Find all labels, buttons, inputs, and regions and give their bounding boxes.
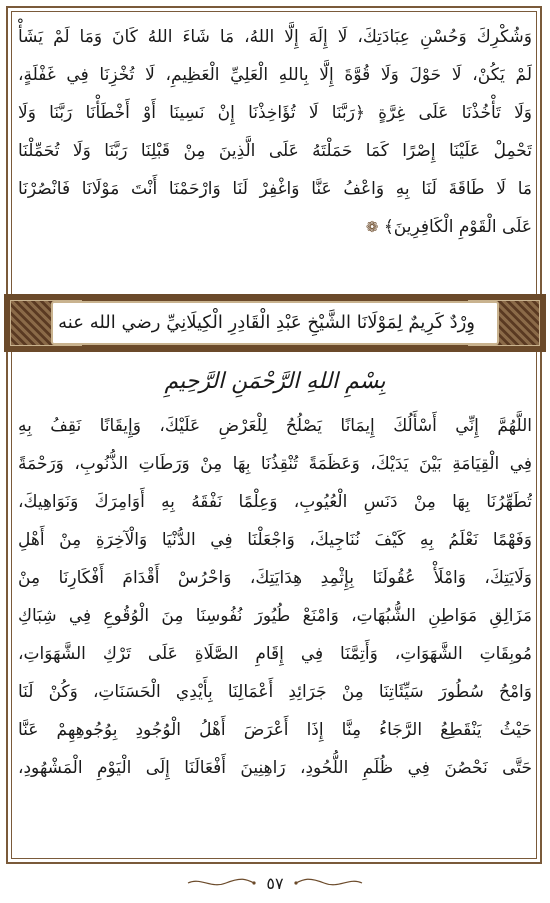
text-line: وَفَهْمًا نَعْلَمُ بِهِ كَيْفَ نُنَاجِيكَ، وَاجْعَلْنَا فِي الدُّنْيَا وَالْآخِرَةِ مِنْ أَهْلِ — [18, 530, 532, 550]
text-line: تُطَهِّرُنَا بِهَا مِنْ دَنَسِ الْعُيُوبِ، وَعِلْمًا نَفْقَهُ بِهِ أَوَامِرَكَ وَنَوَاهِيكَ، — [18, 492, 532, 512]
top-text-block — [18, 18, 532, 246]
text-line: حَيْثُ يَنْقَطِعُ الرَّجَاءُ مِنَّا إِذَا أَعْرَضَ أَهْلُ الْوُجُودِ بِوُجُوهِهِمْ عَنَّا — [18, 720, 532, 740]
text-line: مَا لَا طَاقَةَ لَنَا بِهِ وَاعْفُ عَنَّا وَاغْفِرْ لَنَا وَارْحَمْنَا أَنْتَ مَوْلَانَا فَانْصُرْنَا — [18, 179, 532, 199]
text-line: لَمْ يَكُنْ، لَا حَوْلَ وَلَا قُوَّةَ إِلَّا بِاللهِ الْعَلِيِّ الْعَظِيمِ، لَا تُخْزِنَا فِي غَفْلَةٍ، — [18, 65, 532, 85]
flourish-right-icon — [294, 877, 364, 889]
text-line: وَلَا تَأْخُذْنَا عَلَى غِرَّةٍ ﴿رَبَّنَا لَا تُؤَاخِذْنَا إِنْ نَسِينَا أَوْ أَخْطَأْنَا رَبَّنَا وَلَا — [18, 103, 532, 123]
section-banner — [4, 294, 546, 352]
text-line: اللَّهُمَّ إِنِّي أَسْأَلُكَ إِيمَانًا يَصْلُحُ لِلْعَرْضِ عَلَيْكَ، وَإِيقَانًا نَقِفُ بِهِ — [18, 416, 532, 436]
text-line: مُوبِقَاتِ الشَّهَوَاتِ، وَأَتِمَّنَا فِي إِقَامِ الصَّلَاةِ عَلَى تَرْكِ الشَّهَوَاتِ، — [18, 644, 532, 664]
page-number: ٥٧ — [266, 873, 284, 893]
flourish-left-icon — [186, 877, 256, 889]
text-line-final-text: عَلَى الْقَوْمِ الْكَافِرِينَ﴾ — [383, 217, 532, 237]
text-line: وَشُكْرِكَ وَحُسْنِ عِبَادَتِكَ، لَا إِلَهَ إِلَّا اللهُ، مَا شَاءَ اللهُ كَانَ وَمَا لَمْ يَشَأْ — [18, 27, 532, 47]
text-line: حَتَّى نَحْصُنَ فِي ظُلَمِ اللُّحُودِ، رَاهِنِينَ أَفْعَالَنَا إِلَى الْيَوْمِ الْمَشْهُودِ، — [18, 758, 532, 778]
verse-end-icon: ❁ — [365, 218, 379, 236]
basmala-calligraphy: بِسْمِ اللهِ الرَّحْمَنِ الرَّحِيمِ — [164, 369, 386, 394]
text-line: تَحْمِلْ عَلَيْنَا إِصْرًا كَمَا حَمَلْتَهُ عَلَى الَّذِينَ مِنْ قَبْلِنَا رَبَّنَا وَلَا تُحَمِّلْنَا — [18, 141, 532, 161]
page-footer — [0, 870, 550, 896]
text-line: وَامْحُ سُطُورَ سَيِّئَاتِنَا مِنْ جَرَائِدِ أَعْمَالِنَا بِأَيْدِي الْحَسَنَاتِ، وَكُنْ لَنَا — [18, 682, 532, 702]
section-title: وِرْدٌ كَرِيمٌ لِمَوْلَانَا الشَّيْخِ عَبْدِ الْقَادِرِ الْكِيلَانِيِّ رضي الله عنه — [51, 301, 499, 345]
text-line: وَلَايَتِكَ، وَامْلَأْ عُقُولَنَا بِإِثْمِدِ هِدَايَتِكَ، وَاحْرُسْ أَقْدَامَ أَفْكَارِنَا مِنْ — [18, 568, 532, 588]
text-line: مَزَالِقِ مَوَاطِنِ الشُّبُهَاتِ، وَامْنَعْ طُيُورَ نُفُوسِنَا مِنَ الْوُقُوعِ فِي شِبَاكِ — [18, 606, 532, 626]
text-line: فِي الْقِيَامَةِ بَيْنَ يَدَيْكَ، وَعَظَمَةً تُنْقِذُنَا بِهَا مِنْ وَرَطَاتِ الذُّنُوبِ، وَرَحْمَةً — [18, 454, 532, 474]
bottom-text-block — [18, 407, 532, 787]
text-line-final — [18, 208, 532, 246]
